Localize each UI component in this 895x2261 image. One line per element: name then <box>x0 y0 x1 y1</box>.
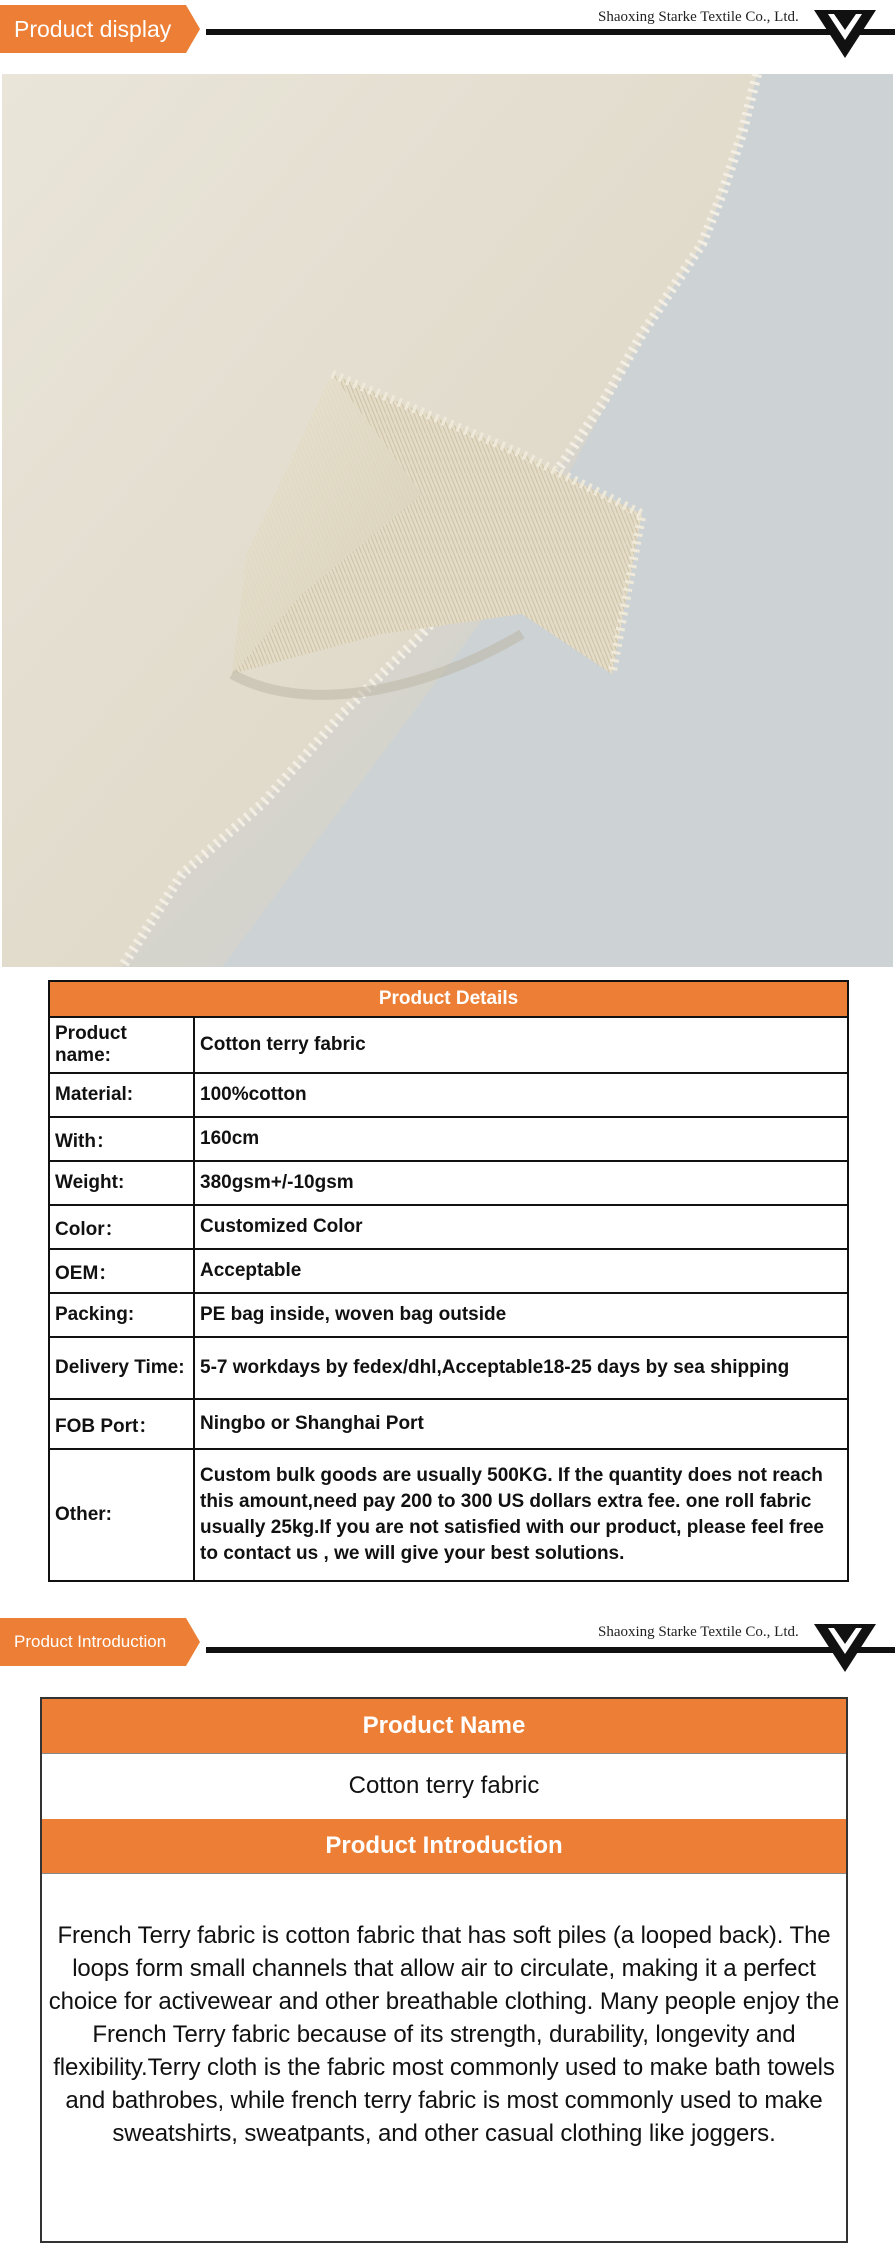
chevron-down-icon <box>812 1614 878 1674</box>
row-key: Delivery Time: <box>49 1337 194 1399</box>
section-header-product-display <box>0 0 895 60</box>
table-row <box>49 1249 848 1293</box>
row-key: Other: <box>49 1449 194 1581</box>
row-key: Packing: <box>49 1293 194 1337</box>
fabric-photo <box>2 74 893 967</box>
table-row <box>49 1161 848 1205</box>
row-value: PE bag inside, woven bag outside <box>194 1293 848 1337</box>
table-row <box>49 1337 848 1399</box>
row-value: Acceptable <box>194 1249 848 1293</box>
table-title: Product Details <box>49 981 848 1017</box>
table-row <box>49 1117 848 1161</box>
header-rule <box>206 29 895 35</box>
row-value: 380gsm+/-10gsm <box>194 1161 848 1205</box>
table-row <box>49 1399 848 1449</box>
row-value: Cotton terry fabric <box>194 1017 848 1073</box>
row-value: 5-7 workdays by fedex/dhl,Acceptable18-25 days by sea shipping <box>194 1337 848 1399</box>
row-value: 100%cotton <box>194 1073 848 1117</box>
product-introduction-heading: Product Introduction <box>42 1819 846 1874</box>
section-tag: Product display <box>0 5 186 53</box>
product-details-table <box>48 980 849 1582</box>
table-header-row <box>49 981 848 1017</box>
row-value: Custom bulk goods are usually 500KG. If the quantity does not reach this amount,need pay 200 to 300 US dollars extra fee. one roll fabric usually 25kg.If you are not satisfied with our product, please feel free to contact us , we will give your best solutions. <box>194 1449 848 1581</box>
header-rule <box>206 1647 895 1653</box>
company-name: Shaoxing Starke Textile Co., Ltd. <box>598 9 799 25</box>
row-key: Material: <box>49 1073 194 1117</box>
table-row <box>49 1205 848 1249</box>
row-key: Weight: <box>49 1161 194 1205</box>
row-key: With： <box>49 1117 194 1161</box>
product-introduction-text: French Terry fabric is cotton fabric that has soft piles (a looped back). The loops form small channels that allow air to circulate, making it a perfect choice for activewear and other breathable clothing. Many people enjoy the French Terry fabric because of its strength, durability, longevity and flexibility.Terry cloth is the fabric most commonly used to make bath towels and bathrobes, while french terry fabric is most commonly used to make sweatshirts, sweatpants, and other casual clothing like joggers. <box>48 1922 840 2147</box>
row-value: 160cm <box>194 1117 848 1161</box>
row-value: Ningbo or Shanghai Port <box>194 1399 848 1449</box>
table-row <box>49 1449 848 1581</box>
company-name: Shaoxing Starke Textile Co., Ltd. <box>598 1624 799 1640</box>
row-key: OEM： <box>49 1249 194 1293</box>
section-tag: Product Introduction <box>0 1618 186 1666</box>
row-key: FOB Port： <box>49 1399 194 1449</box>
product-name-value: Cotton terry fabric <box>42 1753 846 1820</box>
row-value: Customized Color <box>194 1205 848 1249</box>
table-row <box>49 1017 848 1073</box>
chevron-down-icon <box>812 0 878 60</box>
product-name-heading: Product Name <box>42 1699 846 1754</box>
table-row <box>49 1073 848 1117</box>
product-intro-box <box>40 1697 848 2243</box>
row-key: Color： <box>49 1205 194 1249</box>
section-header-product-introduction <box>0 1610 895 1670</box>
row-key: Product name: <box>49 1017 194 1073</box>
table-row <box>49 1293 848 1337</box>
